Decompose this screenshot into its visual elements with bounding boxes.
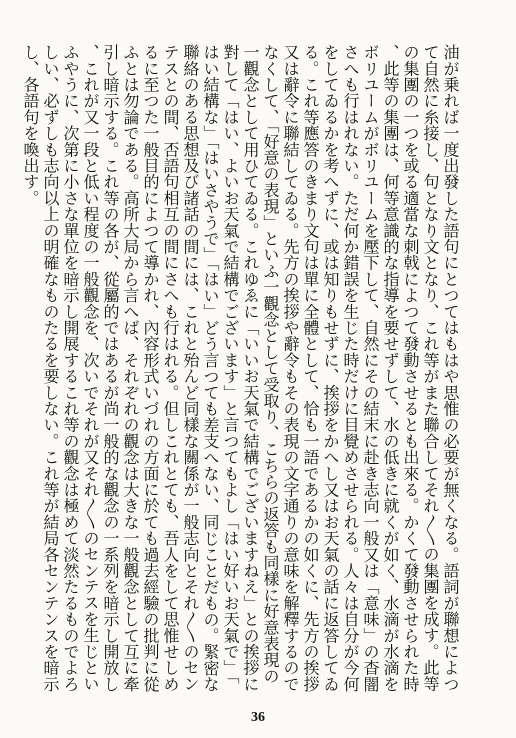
page-number: 36 bbox=[251, 710, 265, 725]
body-text: 油が乗れば一度出發した語句にとつてはもはや思惟の必要が無くなる。語詞が聯想によつて自然に糸接し、句となり文となり、これ等がまた聯合してそれ〳〵の集團を成す。此等の集團の一つを或る適當な刺戟によつて發動させるとも出來る。かくて發動させられた時、此等の集團は、何等意識的な指導を要せずして、水の低きに就くが如く、水滴が水滴をボリユームがボリユームを壓下して、自然にその結末に赴き志向一般又は「意味」の杳闇さへも行はれない。ただ何か錯誤を生じた時だけに目覺めさせられる。人々は自分が今何をしてゐるかを考へずに、或は知りもせずに、挨拶をかへし又はお天氣の話に返答してゐる。これ等應答のきまり文句は單に全體として、恰も一語であるかの如くに、先方の挨拶又は辭令に聯結してゐる。先方の挨拶や辭令もその表現の文字通りの意味を解釋するのでなくして、「好意の表現」といふ一觀念として受取り、こちらの返答も同樣に好意表現の一觀念として用ひてゐる。これゆゑに「いいお天氣で結構でございますねえ」との挨拶に對して「はい、よいお天氣で結構でございます」と言つてもよし「はい好いお天氣で」「はい結構な」「はいさやうで」「はい」どう言つても差支へない、同じことだもの。緊密な聯絡のある思想及び諸話の間には、これと殆んど同樣な關係が一般志向とそれ〳〵のセンテスとの間、否語句相互の間にさへも行はれる。但しこれとても、吾人をして思惟せしめるに至つた一般目的によつて導かれ、內容形式いづれの方面に於ても過去經驗の批判に從ふとは勿論である。高所大局から言へば、それぞれの觀念は大きな一般觀念として互に牽引し暗示する。これ等の各が、從屬的ではあるが尚一般的な觀念の一系列を暗示し開放し、これが又一段と低い程度の一般觀念を、次いでそれが又それ〳〵のセンテスを生じといふやうに、次第に小さな單位を暗示し開展するこれ等の觀念は極めて淡然たるものでよろしい、必ずしも志向以上の明確なものたるを要しない。これ等が結局各センテンスを暗示し、各語句を喚出す。 bbox=[21, 44, 460, 693]
